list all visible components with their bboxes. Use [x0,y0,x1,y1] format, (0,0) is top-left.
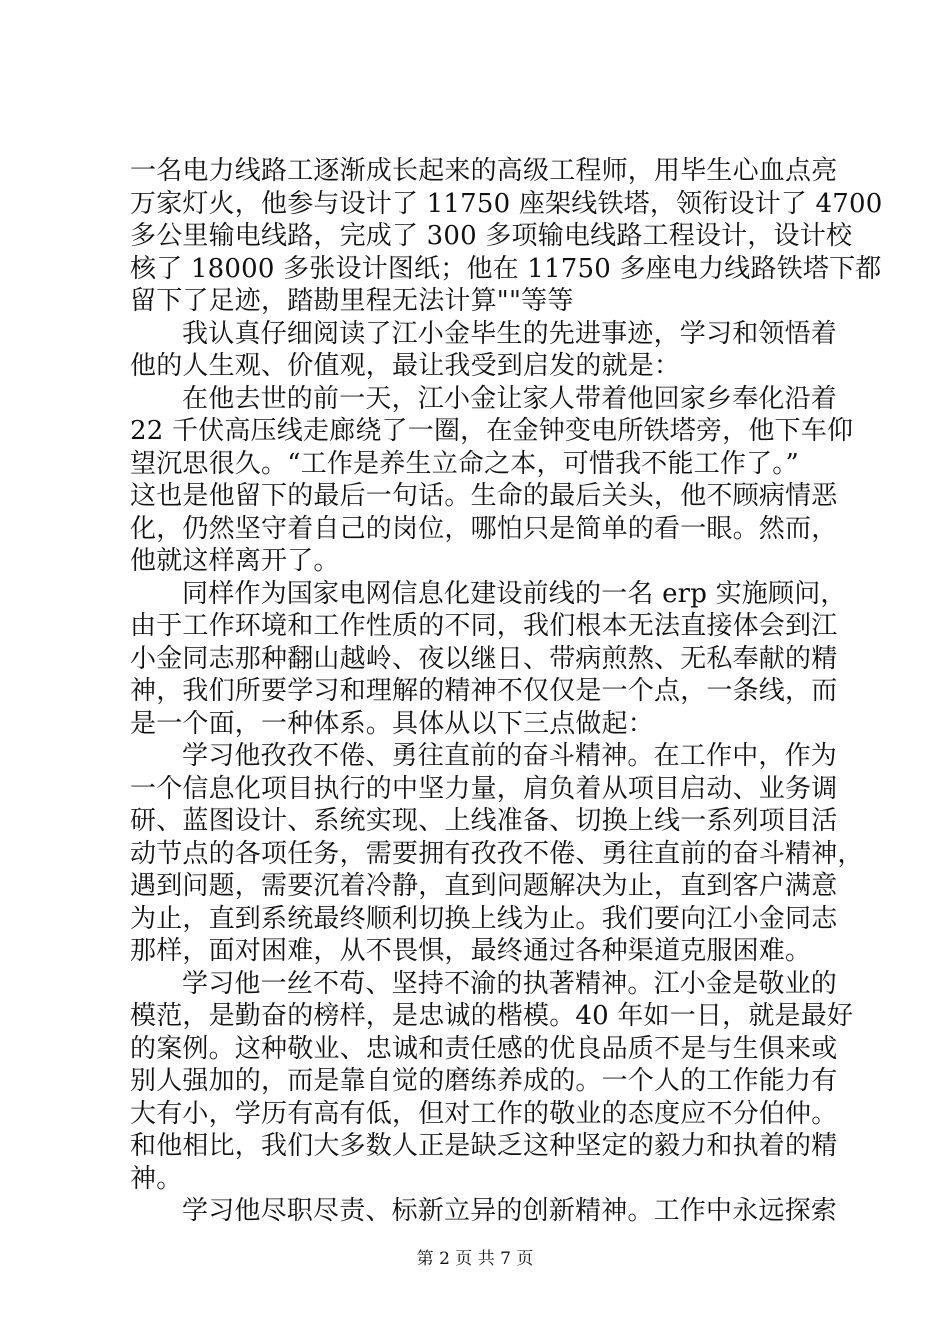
document-body [130,155,883,1228]
paragraph-first-line: 学习他尽职尽责、标新立异的创新精神。工作中永远探索 [182,1196,838,1226]
text-line: 的案例。这种敬业、忠诚和责任感的优良品质不是与生俱来或 [130,1033,838,1064]
text-line: 化，仍然坚守着自己的岗位，哪怕只是简单的看一眼。然而， [130,513,838,544]
text-line: 他就这样离开了。 [130,546,340,576]
text-line: 大有小，学历有高有低，但对工作的敬业的态度应不分伯仲。 [130,1098,838,1129]
text-line: 动节点的各项任务，需要拥有孜孜不倦、勇往直前的奋斗精神， [130,838,864,869]
paragraph-first-line: 在他去世的前一天，江小金让家人带着他回家乡奉化沿着 [182,383,838,414]
text-line: 模范，是勤奋的榜样，是忠诚的楷模。40 年如一日，就是最好 [130,1001,854,1031]
text-line: 小金同志那种翻山越岭、夜以继日、带病煎熬、无私奉献的精 [130,643,838,674]
text-line: 神，我们所要学习和理解的精神不仅仅是一个点，一条线，而 [130,676,838,706]
text-line: 神。 [130,1163,183,1194]
text-line: 多公里输电线路，完成了 300 多项输电线路工程设计，设计校 [130,221,853,251]
text-line: 和他相比，我们大多数人正是缺乏这种坚定的毅力和执着的精 [130,1131,838,1161]
text-line: 这也是他留下的最后一句话。生命的最后关头，他不顾病情恶 [130,481,838,511]
text-line: 研、蓝图设计、系统实现、上线准备、切换上线一系列项目活 [130,806,838,836]
paragraph-first-line: 同样作为国家电网信息化建设前线的一名 erp 实施顾问， [182,578,847,609]
text-line: 核了 18000 多张设计图纸；他在 11750 多座电力线路铁塔下都 [130,253,882,284]
text-line: 留下了足迹，踏勘里程无法计算""等等 [130,286,574,316]
paragraph-first-line: 学习他孜孜不倦、勇往直前的奋斗精神。在工作中，作为 [182,741,838,771]
text-line: 一名电力线路工逐渐成长起来的高级工程师，用毕生心血点亮 [130,156,838,186]
page-number-footer: 第 2 页 共 7 页 [416,1249,534,1269]
paragraph-first-line: 我认真仔细阅读了江小金毕生的先进事迹，学习和领悟着 [182,318,838,349]
text-line: 由于工作环境和工作性质的不同，我们根本无法直接体会到江 [130,611,838,641]
paragraph-first-line: 学习他一丝不苟、坚持不渝的执著精神。江小金是敬业的 [182,968,838,999]
text-line: 为止，直到系统最终顺利切换上线为止。我们要向江小金同志 [130,903,838,934]
text-line: 别人强加的，而是靠自觉的磨练养成的。一个人的工作能力有 [130,1066,838,1096]
text-line: 那样，面对困难，从不畏惧，最终通过各种渠道克服困难。 [130,936,812,966]
text-line: 遇到问题，需要沉着冷静，直到问题解决为止，直到客户满意 [130,871,838,901]
text-line: 他的人生观、价值观，最让我受到启发的就是： [130,351,681,381]
text-line: 望沉思很久。“工作是养生立命之本，可惜我不能工作了。” [130,448,799,479]
text-line: 一个信息化项目执行的中坚力量，肩负着从项目启动、业务调 [130,773,838,804]
text-line: 万家灯火，他参与设计了 11750 座架线铁塔，领衔设计了 4700 [130,188,883,219]
text-line: 22 千伏高压线走廊绕了一圈，在金钟变电所铁塔旁，他下车仰 [130,416,854,446]
text-line: 是一个面，一种体系。具体从以下三点做起： [130,708,655,739]
